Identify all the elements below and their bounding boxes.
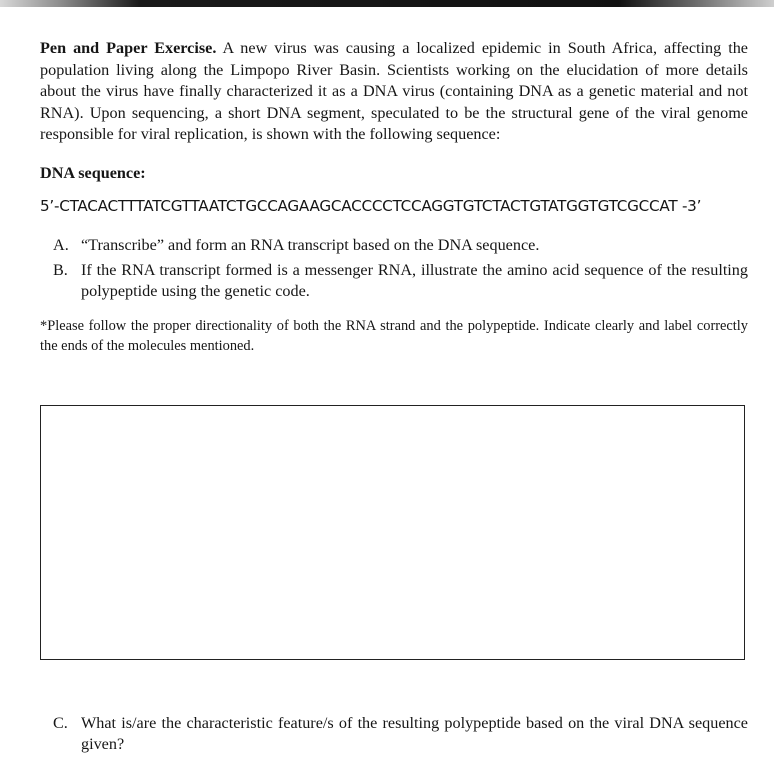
question-c-letter: C. bbox=[53, 714, 68, 732]
question-c-text: What is/are the characteristic feature/s of the resulting polypeptide based on the viral DNA sequence given? bbox=[81, 714, 748, 753]
intro-paragraph bbox=[40, 38, 748, 146]
scan-edge bbox=[0, 0, 774, 7]
question-b bbox=[40, 260, 748, 302]
question-b-text: If the RNA transcript formed is a messenger RNA, illustrate the amino acid sequence of the resulting polypeptide using the genetic code. bbox=[81, 260, 748, 300]
question-list-c bbox=[40, 713, 748, 759]
dna-sequence: 5’-CTACACTTTATCGTTAATCTGCCAGAAGCACCCCTCCAGGTGTCTACTGTATGGTGTCGCCAT -3’ bbox=[40, 196, 702, 215]
question-c bbox=[40, 713, 748, 755]
intro-text: A new virus was causing a localized epidemic in South Africa, affecting the population living along the Limpopo River Basin. Scientists working on the elucidation of more details about the virus have finally characterized it as a DNA virus (containing DNA as a genetic material and not RNA). Upon sequencing, a short DNA segment, speculated to be the structural gene of the viral genome responsible for viral replication, is shown with the following sequence: bbox=[40, 39, 748, 143]
question-b-letter: B. bbox=[53, 260, 68, 279]
directionality-note: *Please follow the proper directionality of both the RNA strand and the polypeptide. Indicate clearly and label correctly the ends of the molecules mentioned. bbox=[40, 317, 748, 354]
question-list bbox=[40, 235, 748, 302]
question-a bbox=[40, 235, 748, 256]
question-a-letter: A. bbox=[53, 235, 69, 254]
question-a-text: “Transcribe” and form an RNA transcript based on the DNA sequence. bbox=[81, 235, 540, 254]
worksheet bbox=[40, 38, 748, 356]
dna-sequence-label: DNA sequence: bbox=[40, 163, 146, 182]
exercise-heading: Pen and Paper Exercise. bbox=[40, 39, 217, 57]
answer-box[interactable] bbox=[40, 405, 745, 660]
